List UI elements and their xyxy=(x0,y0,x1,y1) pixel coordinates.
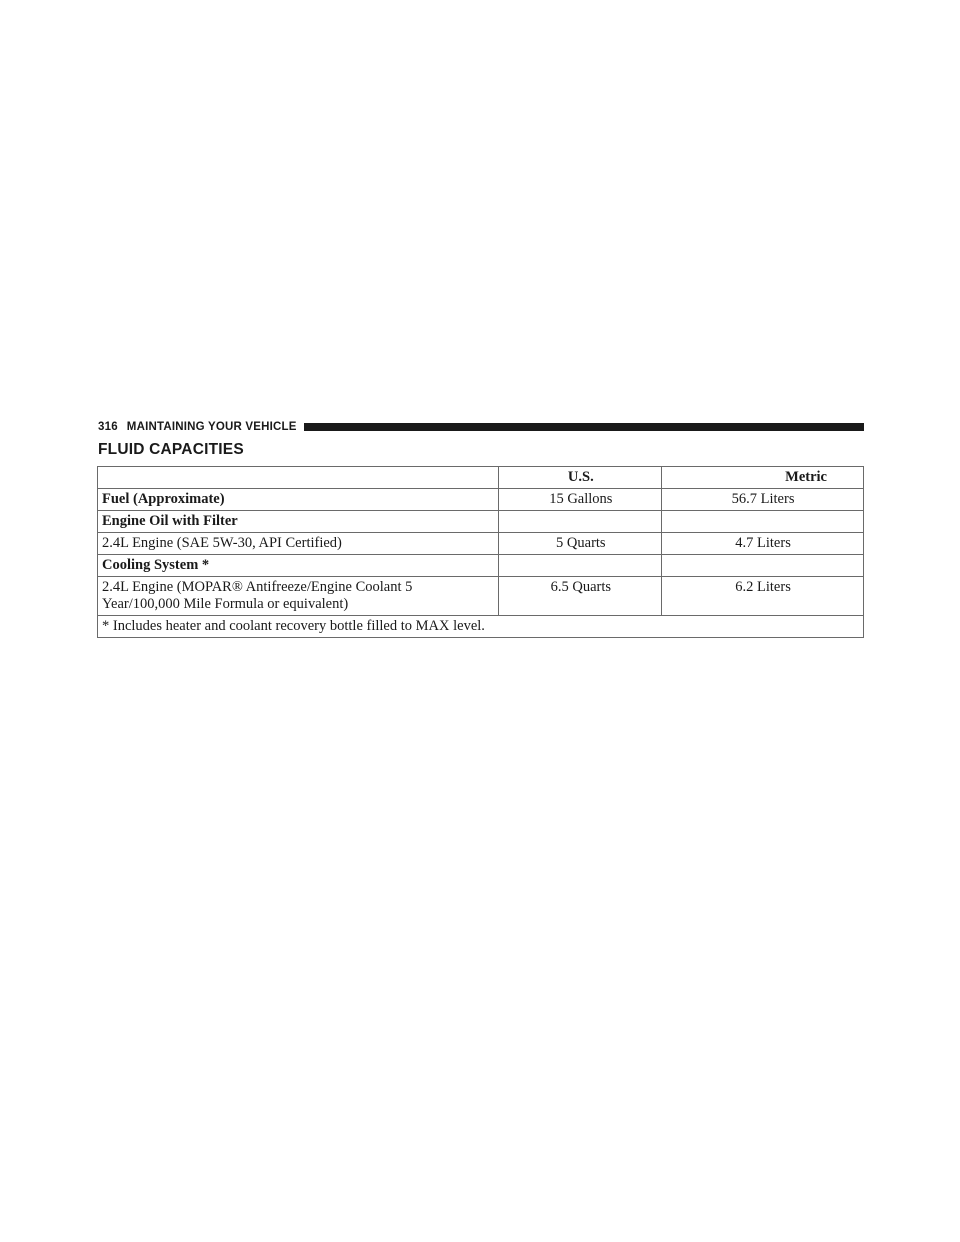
table-header-row xyxy=(98,467,864,489)
row-label-cooling-system: Cooling System * xyxy=(98,555,499,577)
row-metric-value xyxy=(662,511,864,533)
table-footnote: * Includes heater and coolant recovery bottle filled to MAX level. xyxy=(98,616,864,638)
section-title: FLUID CAPACITIES xyxy=(98,441,244,458)
row-us-value xyxy=(499,555,662,577)
table-row xyxy=(98,577,864,616)
row-us-value: 5 Quarts xyxy=(499,533,662,555)
row-label-engine-oil: Engine Oil with Filter xyxy=(98,511,499,533)
running-head xyxy=(98,420,864,434)
row-label-fuel: Fuel (Approximate) xyxy=(98,489,499,511)
page-number: 316 xyxy=(98,421,118,433)
row-metric-value: 56.7 Liters xyxy=(662,489,864,511)
row-metric-value: 4.7 Liters xyxy=(662,533,864,555)
table-row xyxy=(98,533,864,555)
table-row xyxy=(98,511,864,533)
table-footnote-row xyxy=(98,616,864,638)
row-metric-value xyxy=(662,555,864,577)
row-label-coolant xyxy=(98,577,499,616)
row-metric-value: 6.2 Liters xyxy=(662,577,864,616)
header-item xyxy=(98,467,499,489)
running-head-section: MAINTAINING YOUR VEHICLE xyxy=(126,421,297,433)
row-us-value xyxy=(499,511,662,533)
header-metric: Metric xyxy=(662,467,864,489)
table-row xyxy=(98,555,864,577)
fluid-capacities-table xyxy=(97,466,864,638)
running-head-rule xyxy=(304,423,864,431)
row-us-value: 15 Gallons xyxy=(499,489,662,511)
table-row xyxy=(98,489,864,511)
row-label-coolant-line1: 2.4L Engine (MOPAR® Antifreeze/Engine Coolant 5 xyxy=(102,579,413,595)
row-us-value: 6.5 Quarts xyxy=(499,577,662,616)
row-label-coolant-line2: Year/100,000 Mile Formula or equivalent) xyxy=(102,596,349,612)
header-us: U.S. xyxy=(499,467,662,489)
row-label-engine-oil-spec: 2.4L Engine (SAE 5W-30, API Certified) xyxy=(98,533,499,555)
